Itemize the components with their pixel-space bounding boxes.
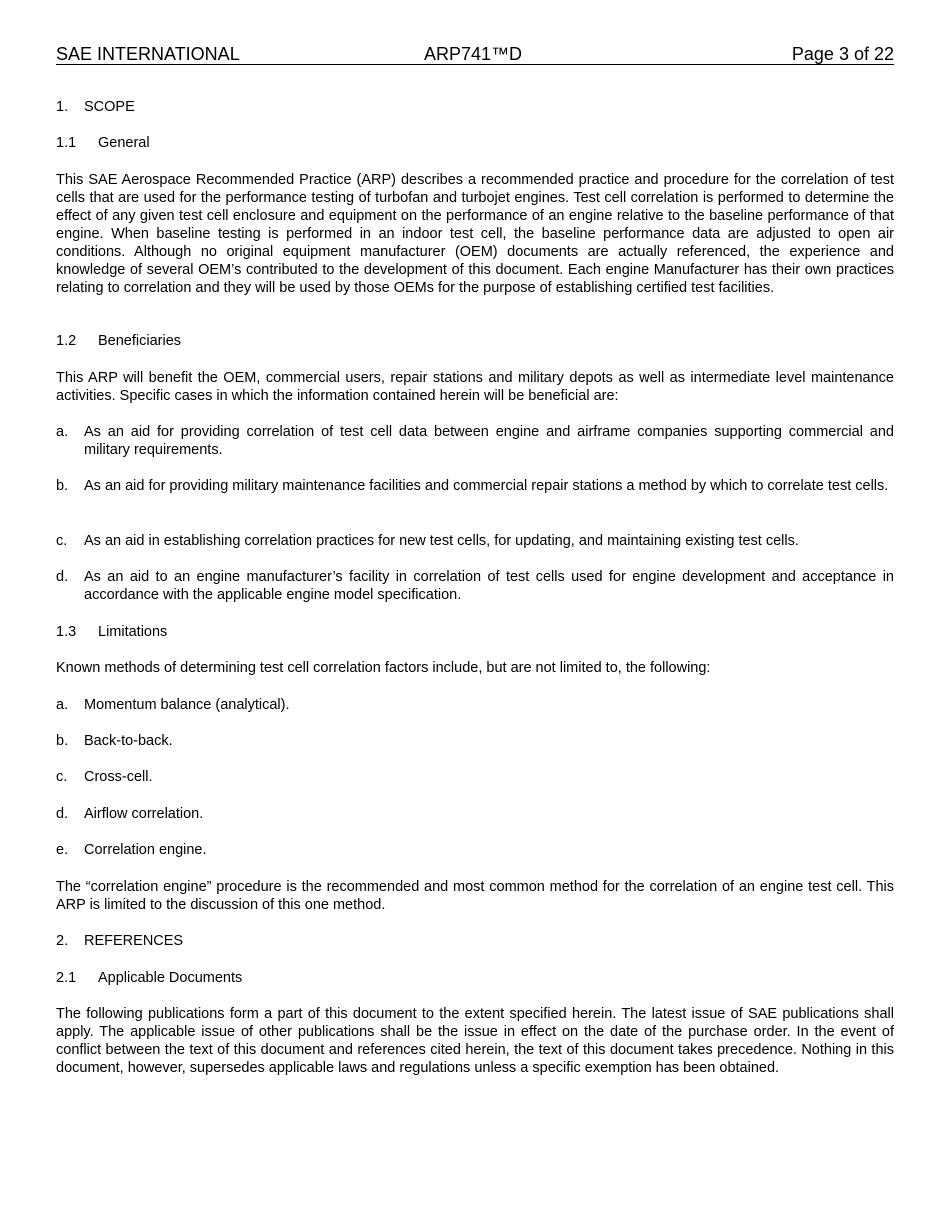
- header-page-number: Page 3 of 22: [791, 44, 894, 64]
- list-item-text: Cross-cell.: [84, 769, 153, 785]
- section-title: Limitations: [98, 624, 168, 640]
- section-1-2-heading: [56, 332, 894, 350]
- list-item-label: a.: [56, 697, 69, 713]
- list-item-label: d.: [56, 569, 69, 585]
- list-item-text: Back-to-back.: [84, 733, 173, 749]
- list-item-label: b.: [56, 478, 69, 494]
- list-item: [56, 841, 894, 859]
- list-item-text: Momentum balance (analytical).: [84, 697, 290, 713]
- list-item: [56, 532, 894, 550]
- list-item-text: As an aid in establishing correlation practices for new test cells, for updating, and maintaining existing test cells.: [84, 533, 799, 549]
- list-item-label: b.: [56, 733, 69, 749]
- list-item: [56, 732, 894, 750]
- section-title: SCOPE: [84, 99, 135, 115]
- general-paragraph: This SAE Aerospace Recommended Practice (ARP) describes a recommended practice and procedure for the correlation of test cells that are used for the performance testing of turbofan and turbojet engines. Test cell correlation is performed to determine the effect of any given test cell enclosure and equipment on the performance of an engine relative to the baseline performance of that engine. When baseline testing is performed in an indoor test cell, the baseline performance data are adjusted to open air conditions. Although no original equipment manufacturer (OEM) documents are actually referenced, the experience and knowledge of several OEM’s contributed to the development of this document. Each engine Manufacturer has their own practices relating to correlation and they will be used by those OEMs for the purpose of establishing certified test facilities.: [56, 172, 894, 296]
- list-item-text: As an aid for providing military maintenance facilities and commercial repair stations a method by which to correlate test cells.: [84, 478, 889, 494]
- list-item-text: As an aid for providing correlation of test cell data between engine and airframe companies supporting commercial and military requirements.: [84, 424, 894, 458]
- section-1-heading: [56, 98, 894, 116]
- applicable-documents-paragraph: The following publications form a part of this document to the extent specified herein. The latest issue of SAE publications shall apply. The applicable issue of other publications shall be the issue in effect on the date of the purchase order. In the event of conflict between the text of this document and references cited herein, the text of this document takes precedence. Nothing in this document, however, supersedes applicable laws and regulations unless a specific exemption has been obtained.: [56, 1006, 894, 1076]
- section-1-3-heading: [56, 623, 894, 641]
- limitations-paragraph: Known methods of determining test cell correlation factors include, but are not limited to, the following:: [56, 660, 711, 676]
- section-title: General: [98, 135, 150, 151]
- list-item: [56, 696, 894, 714]
- section-number: 1.1: [56, 135, 77, 151]
- section-number: 2.: [56, 933, 69, 949]
- section-number: 2.1: [56, 970, 77, 986]
- list-item: [56, 477, 894, 495]
- section-2-1-heading: [56, 969, 894, 987]
- header-doc-number: ARP741™D: [424, 44, 523, 64]
- correlation-engine-paragraph: The “correlation engine” procedure is the recommended and most common method for the correlation of an engine test cell. This ARP is limited to the discussion of this one method.: [56, 879, 894, 913]
- list-item-text: As an aid to an engine manufacturer’s facility in correlation of test cells used for engine development and acceptance in accordance with the applicable engine model specification.: [84, 569, 894, 603]
- list-item: [56, 423, 894, 459]
- list-item-text: Airflow correlation.: [84, 806, 204, 822]
- list-item-label: e.: [56, 842, 69, 858]
- beneficiaries-paragraph: This ARP will benefit the OEM, commercial users, repair stations and military depots as well as intermediate level maintenance activities. Specific cases in which the information contained herein will be beneficial are:: [56, 370, 894, 404]
- section-2-heading: [56, 932, 894, 950]
- list-item: [56, 568, 894, 604]
- section-number: 1.3: [56, 624, 77, 640]
- section-title: REFERENCES: [84, 933, 184, 949]
- list-item-label: d.: [56, 806, 69, 822]
- section-number: 1.2: [56, 333, 77, 349]
- section-1-1-heading: [56, 134, 894, 152]
- section-number: 1.: [56, 99, 69, 115]
- section-title: Applicable Documents: [98, 970, 243, 986]
- list-item-label: a.: [56, 424, 69, 440]
- list-item-label: c.: [56, 769, 68, 785]
- list-item-text: Correlation engine.: [84, 842, 207, 858]
- list-item: [56, 805, 894, 823]
- list-item: [56, 768, 894, 786]
- section-title: Beneficiaries: [98, 333, 182, 349]
- page-header: [56, 44, 894, 65]
- list-item-label: c.: [56, 533, 68, 549]
- header-org: SAE INTERNATIONAL: [56, 44, 240, 64]
